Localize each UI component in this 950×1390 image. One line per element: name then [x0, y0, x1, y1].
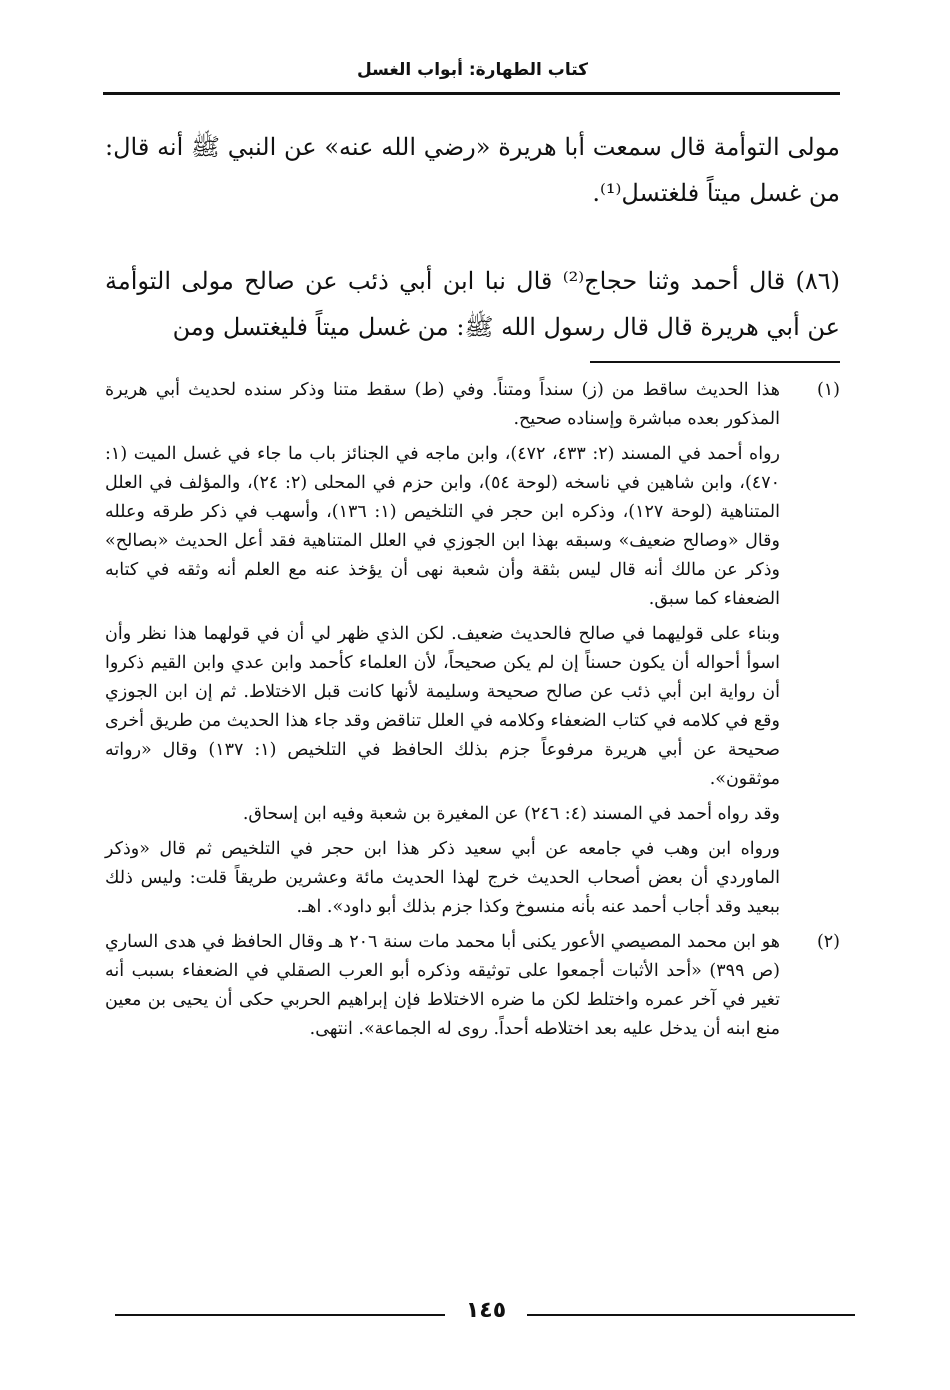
page-number: ١٤٥: [465, 1298, 507, 1323]
footnote-paragraph: رواه أحمد في المسند (٢: ٤٣٣، ٤٧٢)، وابن ماجه في الجنائز باب ما جاء في غسل الميت (١: ٤٧٠)، وابن شاهين في ناسخه (لوحة ٥٤)، وابن حزم في المحلى (٢: ٢٤)، والمؤلف في العلل المتناهية (لوحة ١٢٧)، وذكره ابن حجر في التلخيص (١: ١٣٦)، وأسهب في ذكر طرقه وعلله وقال «وصالح ضعيف» وسبقه بهذا ابن الجوزي في العلل المتناهية فقد أعل الحديث «بصالح» وذكر عن مالك أنه قال ليس بثقة وأن شعبة نهى أن يؤخذ عنه مع العلم أنه وثقه في كتابه الضعفاء كما سبق.: [105, 444, 780, 609]
footnote-rule: [590, 361, 840, 363]
footnote-paragraph: وقد رواه أحمد في المسند (٤: ٢٤٦) عن المغيرة بن شعبة وفيه ابن إسحاق.: [242, 804, 780, 824]
footer-rule-left: [115, 1314, 445, 1316]
main-text-hadith: [105, 258, 840, 350]
footnote-number: (٢): [816, 932, 840, 952]
footnote-paragraph: ورواه ابن وهب في جامعه عن أبي سعيد ذكر هذا ابن حجر في التلخيص ثم قال «وذكر الماوردي أن بعض أصحاب الحديث خرج لهذا الحديث مائة وعشرين طريقاً قلت: وليس ذلك ببعيد وقد أجاب أحمد عنه بأنه منسوخ وكذا جزم بذلك أبو داود». اهـ.: [105, 839, 780, 917]
main-text-continued: [105, 124, 840, 216]
footnote-paragraph: هذا الحديث ساقط من (ز) سنداً ومتناً. وفي (ط) سقط متنا وذكر سنده لحديث أبي هريرة المذكور بعده مباشرة وإسناده صحيح.: [105, 380, 780, 429]
footnote-paragraph: هو ابن محمد المصيصي الأعور يكنى أبا محمد مات سنة ٢٠٦ هـ وقال الحافظ في هدى الساري (ص ٣٩٩) «أحد الأثبات أجمعوا على توثيقه وذكره أبو العرب الصقلي في الضعفاء بسبب أنه تغير في آخر عمره واختلط لكن ما ضره الاختلاط فإن إبراهيم الحربي حكى أن يحيى بن معين منع ابنه أن يدخل عليه بعد اختلاطه أحداً. روى له الجماعة». انتهى.: [105, 932, 780, 1039]
footnote-paragraph: وبناء على قوليهما في صالح فالحديث ضعيف. لكن الذي ظهر لي أن في قولهما هذا نظر وأن اسوأ أحواله أن يكون حسناً إن لم يكن صحيحاً، لأن العلماء كأحمد وابن عدي وابن القيم ذكروا أن رواية ابن أبي ذئب عن صالح صحيحة وسليمة لأنها كانت قبل الاختلاط. ثم إن ابن الجوزي وقع في كلامه في كتاب الضعفاء وكلامه في العلل تناقض وقد جاء هذا الحديث من طريق أخرى صحيحة عن أبي هريرة مرفوعاً جزم بذلك الحافظ في التلخيص (١: ١٣٧) وقال «رواته موثقون».: [105, 624, 780, 789]
footnote-number: (١): [816, 380, 840, 400]
running-title: كتاب الطهارة: أبواب الغسل: [356, 60, 589, 80]
continued-paragraph: مولى التوأمة قال سمعت أبا هريرة «رضي الله عنه» عن النبي ﷺ أنه قال: من غسل ميتاً فلغتسل⁽¹⁾.: [105, 133, 840, 207]
footer-rule-right: [527, 1314, 855, 1316]
hadith-86-paragraph: (٨٦) قال أحمد وثنا حجاج⁽²⁾ قال نبا ابن أبي ذئب عن صالح مولى التوأمة عن أبي هريرة قال قال رسول الله ﷺ: من غسل ميتاً فليغتسل ومن: [105, 267, 840, 341]
header-rule: [103, 92, 840, 95]
footnote-1: [105, 376, 840, 922]
footnote-2: [105, 928, 840, 1044]
footnotes: [105, 376, 840, 1050]
page-footer: [0, 1298, 950, 1328]
